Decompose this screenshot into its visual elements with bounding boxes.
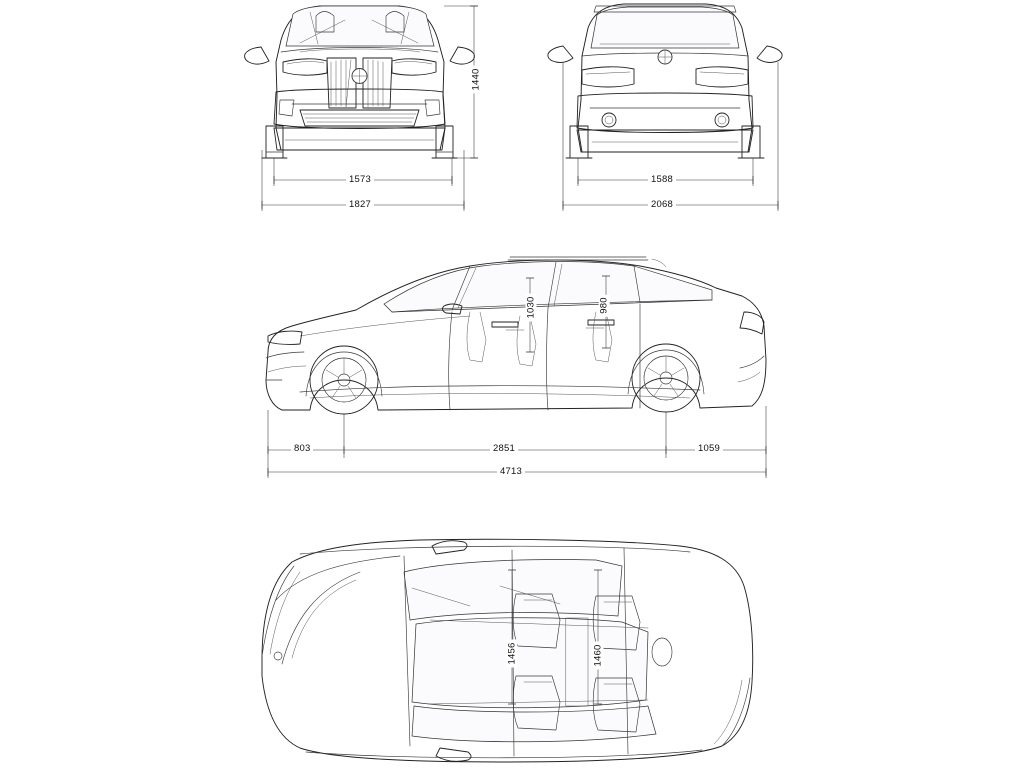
dim-shoulder-front: 1456 <box>506 640 517 668</box>
dim-width-with-mirrors: 2068 <box>648 199 676 210</box>
dim-rear-track: 1588 <box>648 174 676 185</box>
dim-headroom-rear: 980 <box>599 294 610 316</box>
dim-body-width: 1827 <box>346 199 374 210</box>
dim-shoulder-rear: 1460 <box>592 642 603 670</box>
dim-front-height: 1440 <box>470 66 481 94</box>
dim-front-overhang: 803 <box>291 443 313 454</box>
dim-overall-length: 4713 <box>497 466 525 477</box>
dim-headroom-front: 1030 <box>525 294 536 322</box>
dim-wheelbase: 2851 <box>490 443 518 454</box>
dim-front-track: 1573 <box>346 174 374 185</box>
dim-rear-overhang: 1059 <box>695 443 723 454</box>
